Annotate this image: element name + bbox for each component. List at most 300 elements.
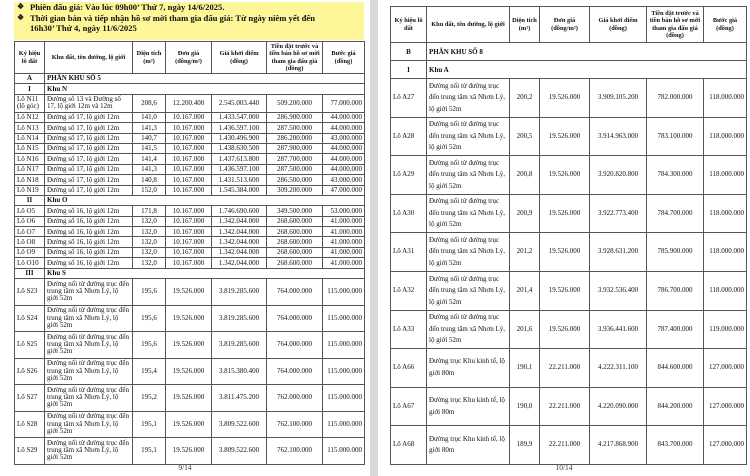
cell-step: 47.000.000 <box>323 185 365 195</box>
cell-road: Đường số 17, lộ giới 12m <box>45 185 133 195</box>
cell-road: Đường số 13 và Đường số 17, lộ giới 12m và 12m <box>45 94 133 112</box>
cell-lot: Lô N16 <box>15 154 45 164</box>
notice-line-3: 16h30’ Thứ 4, ngày 11/6/2025 <box>30 23 137 33</box>
cell-start: 1.436.597.100 <box>212 123 267 133</box>
cell-deposit: 844.200.000 <box>647 387 704 426</box>
table-row <box>391 156 747 195</box>
cell-start: 1.342.044.000 <box>212 216 267 226</box>
cell-lot: Lô S25 <box>15 332 45 359</box>
table-row <box>15 164 365 174</box>
cell-area: 201,4 <box>510 271 540 310</box>
cell-lot: Lô S27 <box>15 385 45 412</box>
cell-start: 1.437.613.800 <box>212 154 267 164</box>
cell-start: 3.909.105.200 <box>590 79 647 118</box>
cell-price: 19.526.000 <box>540 194 590 233</box>
cell-lot: Lô A67 <box>391 387 427 426</box>
table-row <box>15 358 365 385</box>
section-code: I <box>391 61 427 79</box>
cell-step: 115.000.000 <box>323 279 365 306</box>
cell-price: 12.200.400 <box>166 94 212 112</box>
table-row <box>15 258 365 268</box>
cell-price: 10.167.000 <box>166 133 212 143</box>
section-row <box>391 43 747 61</box>
cell-step: 118.000.000 <box>704 117 747 156</box>
cell-road: Đường số 17, lộ giới 12m <box>45 154 133 164</box>
table-row <box>391 349 747 388</box>
cell-area: 141,5 <box>133 143 166 153</box>
cell-step: 77.000.000 <box>323 94 365 112</box>
cell-road: Đường số 17, lộ giới 12m <box>45 164 133 174</box>
cell-price: 10.167.000 <box>166 175 212 185</box>
cell-lot: Lô N12 <box>15 112 45 122</box>
cell-start: 3.819.285.600 <box>212 305 267 332</box>
cell-step: 118.000.000 <box>704 79 747 118</box>
cell-step: 118.000.000 <box>704 156 747 195</box>
column-header: Khu đất, tên đường, lộ giới <box>427 7 510 43</box>
cell-step: 44.000.000 <box>323 164 365 174</box>
cell-price: 10.167.000 <box>166 112 212 122</box>
cell-step: 41.000.000 <box>323 237 365 247</box>
cell-area: 190,0 <box>510 387 540 426</box>
cell-step: 44.000.000 <box>323 112 365 122</box>
cell-road: Đường nối từ đường trục đến trung tâm xã Nhơn Lý, lộ giới 52m <box>427 233 510 272</box>
cell-start: 3.920.820.800 <box>590 156 647 195</box>
cell-price: 19.526.000 <box>166 438 212 465</box>
cell-deposit: 268.600.000 <box>267 237 323 247</box>
cell-deposit: 764.000.000 <box>267 279 323 306</box>
table-row <box>391 426 747 465</box>
cell-area: 195,4 <box>133 358 166 385</box>
cell-price: 10.167.000 <box>166 247 212 257</box>
cell-start: 4.222.311.100 <box>590 349 647 388</box>
cell-deposit: 843.700.000 <box>647 426 704 465</box>
table-row <box>391 310 747 349</box>
cell-lot: Lô A66 <box>391 349 427 388</box>
cell-area: 132,0 <box>133 237 166 247</box>
cell-step: 115.000.000 <box>323 358 365 385</box>
cell-step: 127.000.000 <box>704 349 747 388</box>
cell-deposit: 784.300.000 <box>647 156 704 195</box>
cell-price: 10.167.000 <box>166 206 212 216</box>
cell-lot: Lô S29 <box>15 438 45 465</box>
cell-area: 132,0 <box>133 227 166 237</box>
cell-area: 190,1 <box>510 349 540 388</box>
cell-start: 3.922.773.400 <box>590 194 647 233</box>
cell-step: 118.000.000 <box>704 271 747 310</box>
cell-deposit: 762.100.000 <box>267 438 323 465</box>
section-label: Khu A <box>427 61 747 79</box>
cell-area: 195,6 <box>133 305 166 332</box>
section-row <box>391 61 747 79</box>
section-label: PHÂN KHU SỐ 5 <box>45 74 365 84</box>
cell-lot: Lô O8 <box>15 237 45 247</box>
cell-price: 22.211.000 <box>540 387 590 426</box>
lot-table-right <box>390 6 747 465</box>
cell-step: 115.000.000 <box>323 438 365 465</box>
document-page-right <box>378 0 750 476</box>
cell-area: 208,6 <box>133 94 166 112</box>
cell-lot: Lô A27 <box>391 79 427 118</box>
table-row <box>15 227 365 237</box>
cell-road: Đường nối từ đường trục đến trung tâm xã Nhơn Lý, lộ giới 52m <box>45 332 133 359</box>
cell-area: 132,0 <box>133 216 166 226</box>
section-row <box>15 84 365 94</box>
cell-step: 41.000.000 <box>323 216 365 226</box>
cell-start: 3.928.631.200 <box>590 233 647 272</box>
cell-deposit: 287.700.000 <box>267 154 323 164</box>
cell-deposit: 268.600.000 <box>267 258 323 268</box>
cell-price: 19.526.000 <box>540 79 590 118</box>
cell-lot: Lô O9 <box>15 247 45 257</box>
cell-price: 22.211.000 <box>540 349 590 388</box>
table-row <box>15 185 365 195</box>
cell-deposit: 268.600.000 <box>267 247 323 257</box>
cell-step: 115.000.000 <box>323 332 365 359</box>
cell-step: 41.000.000 <box>323 227 365 237</box>
cell-lot: Lô O5 <box>15 206 45 216</box>
section-code: B <box>391 43 427 61</box>
cell-deposit: 287.900.000 <box>267 143 323 153</box>
cell-deposit: 785.900.000 <box>647 233 704 272</box>
table-row <box>15 133 365 143</box>
cell-price: 10.167.000 <box>166 227 212 237</box>
cell-lot: Lô N14 <box>15 133 45 143</box>
table-row <box>15 143 365 153</box>
table-row <box>15 385 365 412</box>
cell-lot: Lô A32 <box>391 271 427 310</box>
cell-start: 1.436.597.100 <box>212 164 267 174</box>
section-label: Khu S <box>45 268 365 278</box>
table-row <box>391 117 747 156</box>
cell-road: Đường số 16, lộ giới 12m <box>45 206 133 216</box>
cell-area: 152,0 <box>133 185 166 195</box>
cell-deposit: 762.100.000 <box>267 411 323 438</box>
cell-deposit: 764.000.000 <box>267 332 323 359</box>
table-row <box>15 279 365 306</box>
cell-road: Đường nối từ đường trục đến trung tâm xã Nhơn Lý, lộ giới 52m <box>45 411 133 438</box>
table-row <box>15 438 365 465</box>
column-header: Tiền đặt trước và tiền bán hồ sơ mời tham gia đấu giá (đồng) <box>647 7 704 43</box>
cell-area: 195,6 <box>133 332 166 359</box>
cell-deposit: 783.100.000 <box>647 117 704 156</box>
cell-step: 41.000.000 <box>323 247 365 257</box>
cell-deposit: 764.000.000 <box>267 305 323 332</box>
cell-start: 1.342.044.000 <box>212 237 267 247</box>
diamond-bullet-icon: ❖ <box>17 2 25 11</box>
table-row <box>15 216 365 226</box>
cell-area: 141,3 <box>133 123 166 133</box>
cell-price: 19.526.000 <box>166 385 212 412</box>
cell-start: 3.815.380.400 <box>212 358 267 385</box>
cell-step: 53.000.000 <box>323 206 365 216</box>
cell-price: 19.526.000 <box>540 310 590 349</box>
cell-start: 3.819.285.600 <box>212 279 267 306</box>
cell-start: 3.819.285.600 <box>212 332 267 359</box>
cell-area: 200,9 <box>510 194 540 233</box>
table-row <box>15 112 365 122</box>
cell-area: 195,1 <box>133 411 166 438</box>
section-code: I <box>15 84 45 94</box>
cell-price: 19.526.000 <box>540 117 590 156</box>
cell-start: 1.545.384.000 <box>212 185 267 195</box>
cell-lot: Lô N11 (lô góc) <box>15 94 45 112</box>
cell-road: Đường nối từ đường trục đến trung tâm xã Nhơn Lý, lộ giới 52m <box>427 156 510 195</box>
cell-road: Đường nối từ đường trục đến trung tâm xã Nhơn Lý, lộ giới 52m <box>427 310 510 349</box>
cell-deposit: 782.000.000 <box>647 79 704 118</box>
cell-road: Đường số 16, lộ giới 12m <box>45 237 133 247</box>
cell-start: 4.220.090.000 <box>590 387 647 426</box>
cell-deposit: 287.500.000 <box>267 164 323 174</box>
cell-deposit: 286.500.000 <box>267 175 323 185</box>
cell-lot: Lô N15 <box>15 143 45 153</box>
table-row <box>15 206 365 216</box>
cell-area: 140,8 <box>133 175 166 185</box>
cell-deposit: 286.200.000 <box>267 133 323 143</box>
cell-area: 201,6 <box>510 310 540 349</box>
cell-step: 44.000.000 <box>323 154 365 164</box>
cell-lot: Lô O10 <box>15 258 45 268</box>
cell-price: 22.211.000 <box>540 426 590 465</box>
cell-lot: Lô S28 <box>15 411 45 438</box>
table-row <box>15 154 365 164</box>
cell-price: 19.526.000 <box>540 271 590 310</box>
section-row <box>15 195 365 205</box>
cell-step: 118.000.000 <box>704 233 747 272</box>
cell-start: 1.342.044.000 <box>212 258 267 268</box>
table-row <box>15 411 365 438</box>
cell-road: Đường nối từ đường trục đến trung tâm xã Nhơn Lý, lộ giới 52m <box>45 358 133 385</box>
column-header: Đơn giá (đồng/m²) <box>540 7 590 43</box>
cell-start: 3.811.475.200 <box>212 385 267 412</box>
cell-road: Đường số 17, lộ giới 12m <box>45 143 133 153</box>
cell-step: 127.000.000 <box>704 387 747 426</box>
cell-price: 10.167.000 <box>166 164 212 174</box>
cell-area: 201,2 <box>510 233 540 272</box>
notice-line-1: ❖ Phiên đấu giá: Vào lúc 09h00’ Thứ 7, ngày 14/6/2025. <box>17 2 225 12</box>
cell-start: 1.431.513.600 <box>212 175 267 185</box>
cell-step: 115.000.000 <box>323 385 365 412</box>
cell-price: 19.526.000 <box>166 305 212 332</box>
cell-road: Đường số 16, lộ giới 12m <box>45 227 133 237</box>
cell-price: 19.526.000 <box>166 358 212 385</box>
cell-lot: Lô N18 <box>15 175 45 185</box>
cell-price: 10.167.000 <box>166 258 212 268</box>
table-row <box>391 79 747 118</box>
cell-deposit: 786.700.000 <box>647 271 704 310</box>
cell-road: Đường trục Khu kinh tế, lộ giới 80m <box>427 349 510 388</box>
cell-area: 200,2 <box>510 79 540 118</box>
cell-road: Đường nối từ đường trục đến trung tâm xã Nhơn Lý, lộ giới 52m <box>45 279 133 306</box>
section-code: A <box>15 74 45 84</box>
column-header: Ký hiệu lô đất <box>15 42 45 74</box>
cell-road: Đường nối từ đường trục đến trung tâm xã Nhơn Lý, lộ giới 52m <box>45 385 133 412</box>
cell-start: 1.342.044.000 <box>212 227 267 237</box>
cell-road: Đường trục Khu kinh tế, lộ giới 80m <box>427 387 510 426</box>
cell-deposit: 787.400.000 <box>647 310 704 349</box>
table-row <box>391 233 747 272</box>
cell-step: 44.000.000 <box>323 123 365 133</box>
cell-step: 41.000.000 <box>323 258 365 268</box>
cell-road: Đường nối từ đường trục đến trung tâm xã Nhơn Lý, lộ giới 52m <box>427 271 510 310</box>
cell-lot: Lô N19 <box>15 185 45 195</box>
table-row <box>15 247 365 257</box>
column-header: Diện tích (m²) <box>133 42 166 74</box>
cell-road: Đường số 17, lộ giới 12m <box>45 112 133 122</box>
cell-step: 118.000.000 <box>704 194 747 233</box>
table-row <box>15 123 365 133</box>
table-row <box>15 332 365 359</box>
cell-lot: Lô S26 <box>15 358 45 385</box>
cell-price: 10.167.000 <box>166 185 212 195</box>
cell-area: 141,0 <box>133 112 166 122</box>
cell-start: 3.932.536.400 <box>590 271 647 310</box>
cell-price: 19.526.000 <box>540 156 590 195</box>
cell-deposit: 286.900.000 <box>267 112 323 122</box>
column-header: Đơn giá (đồng/m²) <box>166 42 212 74</box>
auction-notice <box>14 2 364 40</box>
cell-price: 10.167.000 <box>166 143 212 153</box>
cell-road: Đường số 17, lộ giới 12m <box>45 123 133 133</box>
cell-start: 3.809.522.600 <box>212 411 267 438</box>
cell-start: 1.342.044.000 <box>212 247 267 257</box>
cell-start: 3.936.441.600 <box>590 310 647 349</box>
section-row <box>15 268 365 278</box>
cell-lot: Lô A29 <box>391 156 427 195</box>
cell-area: 200,8 <box>510 156 540 195</box>
cell-lot: Lô O6 <box>15 216 45 226</box>
cell-lot: Lô A30 <box>391 194 427 233</box>
cell-road: Đường số 16, lộ giới 12m <box>45 258 133 268</box>
column-header: Ký hiệu lô đất <box>391 7 427 43</box>
diamond-bullet-icon: ❖ <box>17 12 25 22</box>
table-row <box>391 271 747 310</box>
cell-price: 10.167.000 <box>166 123 212 133</box>
notice-line-2: ❖ Thời gian bán và tiếp nhận hồ sơ mời tham gia đấu giá: Từ ngày niêm yết đến <box>17 12 316 23</box>
cell-start: 1.430.496.900 <box>212 133 267 143</box>
cell-deposit: 509.200.000 <box>267 94 323 112</box>
cell-area: 132,0 <box>133 247 166 257</box>
cell-step: 127.000.000 <box>704 426 747 465</box>
cell-lot: Lô S23 <box>15 279 45 306</box>
document-page-left <box>0 0 370 476</box>
section-code: II <box>15 195 45 205</box>
section-row <box>15 74 365 84</box>
cell-deposit: 349.500.000 <box>267 206 323 216</box>
column-header: Bước giá (đồng) <box>323 42 365 74</box>
cell-area: 195,2 <box>133 385 166 412</box>
column-header: Tiền đặt trước và tiền bán hồ sơ mời tham gia đấu giá (đồng) <box>267 42 323 74</box>
cell-road: Đường nối từ đường trục đến trung tâm xã Nhơn Lý, lộ giới 52m <box>427 79 510 118</box>
cell-area: 189,9 <box>510 426 540 465</box>
cell-area: 200,5 <box>510 117 540 156</box>
cell-lot: Lô A31 <box>391 233 427 272</box>
cell-road: Đường nối từ đường trục đến trung tâm xã Nhơn Lý, lộ giới 52m <box>45 305 133 332</box>
cell-road: Đường nối từ đường trục đến trung tâm xã Nhơn Lý, lộ giới 52m <box>45 438 133 465</box>
cell-road: Đường nối từ đường trục đến trung tâm xã Nhơn Lý, lộ giới 52m <box>427 117 510 156</box>
section-label: PHÂN KHU SỐ 8 <box>427 43 747 61</box>
cell-lot: Lô S24 <box>15 305 45 332</box>
cell-lot: Lô O7 <box>15 227 45 237</box>
cell-start: 3.809.522.600 <box>212 438 267 465</box>
cell-area: 141,4 <box>133 154 166 164</box>
column-header: Diện tích (m²) <box>510 7 540 43</box>
column-header: Bước giá (đồng) <box>704 7 747 43</box>
cell-start: 2.545.003.440 <box>212 94 267 112</box>
table-row <box>15 305 365 332</box>
cell-step: 43.000.000 <box>323 133 365 143</box>
column-header: Giá khởi điểm (đồng) <box>590 7 647 43</box>
table-row <box>391 387 747 426</box>
cell-road: Đường số 16, lộ giới 12m <box>45 247 133 257</box>
table-row <box>15 94 365 112</box>
cell-price: 10.167.000 <box>166 154 212 164</box>
cell-price: 19.526.000 <box>540 233 590 272</box>
cell-price: 10.167.000 <box>166 237 212 247</box>
cell-step: 115.000.000 <box>323 305 365 332</box>
cell-road: Đường nối từ đường trục đến trung tâm xã Nhơn Lý, lộ giới 52m <box>427 194 510 233</box>
table-row <box>15 175 365 185</box>
cell-deposit: 762.000.000 <box>267 385 323 412</box>
cell-price: 19.526.000 <box>166 411 212 438</box>
table-row <box>15 237 365 247</box>
column-header: Khu đất, tên đường, lộ giới <box>45 42 133 74</box>
cell-road: Đường trục Khu kinh tế, lộ giới 80m <box>427 426 510 465</box>
cell-start: 1.433.547.000 <box>212 112 267 122</box>
cell-area: 132,0 <box>133 258 166 268</box>
section-code: III <box>15 268 45 278</box>
cell-deposit: 268.600.000 <box>267 227 323 237</box>
cell-area: 195,1 <box>133 438 166 465</box>
cell-deposit: 268.600.000 <box>267 216 323 226</box>
section-label: Khu N <box>45 84 365 94</box>
cell-start: 1.438.630.500 <box>212 143 267 153</box>
cell-area: 140,7 <box>133 133 166 143</box>
cell-area: 141,3 <box>133 164 166 174</box>
cell-deposit: 784.700.000 <box>647 194 704 233</box>
cell-step: 115.000.000 <box>323 411 365 438</box>
cell-road: Đường số 16, lộ giới 12m <box>45 216 133 226</box>
cell-start: 4.217.868.900 <box>590 426 647 465</box>
cell-price: 19.526.000 <box>166 279 212 306</box>
cell-start: 3.914.963.000 <box>590 117 647 156</box>
cell-deposit: 844.600.000 <box>647 349 704 388</box>
cell-area: 195,6 <box>133 279 166 306</box>
cell-road: Đường số 17, lộ giới 12m <box>45 175 133 185</box>
cell-lot: Lô N17 <box>15 164 45 174</box>
cell-step: 119.000.000 <box>704 310 747 349</box>
cell-start: 1.746.690.600 <box>212 206 267 216</box>
cell-price: 19.526.000 <box>166 332 212 359</box>
lot-table-left <box>14 41 365 465</box>
page-number: 9/14 <box>178 463 192 472</box>
cell-lot: Lô A28 <box>391 117 427 156</box>
cell-step: 43.000.000 <box>323 175 365 185</box>
cell-deposit: 764.000.000 <box>267 358 323 385</box>
page-number: 10/14 <box>555 463 573 472</box>
cell-area: 171,8 <box>133 206 166 216</box>
column-header: Giá khởi điểm (đồng) <box>212 42 267 74</box>
cell-lot: Lô N13 <box>15 123 45 133</box>
cell-deposit: 287.500.000 <box>267 123 323 133</box>
cell-lot: Lô A68 <box>391 426 427 465</box>
table-row <box>391 194 747 233</box>
cell-road: Đường số 17, lộ giới 12m <box>45 133 133 143</box>
cell-step: 44.000.000 <box>323 143 365 153</box>
section-label: Khu O <box>45 195 365 205</box>
cell-lot: Lô A33 <box>391 310 427 349</box>
cell-price: 10.167.000 <box>166 216 212 226</box>
cell-deposit: 309.200.000 <box>267 185 323 195</box>
